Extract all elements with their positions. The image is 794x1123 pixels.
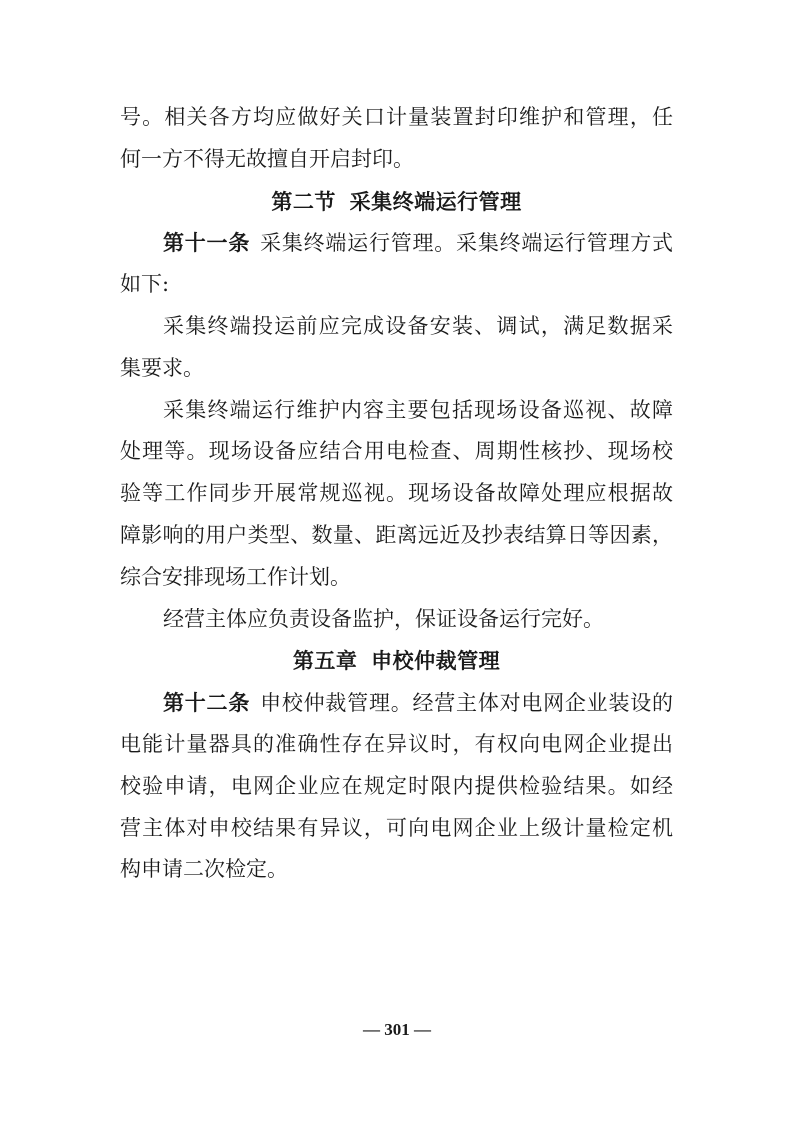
article-11 bbox=[120, 222, 673, 306]
article-label: 第十一条 bbox=[163, 230, 251, 256]
paragraph-line: 校验申请，电网企业应在规定时限内提供检验结果。如经 bbox=[120, 773, 673, 798]
article-12 bbox=[120, 682, 673, 891]
paragraph-line: 经营主体应负责设备监护，保证设备运行完好。 bbox=[163, 606, 604, 631]
paragraph-line: 障影响的用户类型、数量、距离远近及抄表结算日等因素， bbox=[120, 522, 673, 547]
paragraph-line: 综合安排现场工作计划。 bbox=[120, 564, 351, 589]
continuation-paragraph bbox=[120, 97, 673, 181]
page-number: — 301 — bbox=[363, 1020, 431, 1039]
page-body bbox=[120, 97, 673, 891]
paragraph-line: 营主体对申校结果有异议，可向电网企业上级计量检定机 bbox=[120, 815, 673, 840]
chapter-heading: 第五章 申校仲裁管理 bbox=[292, 648, 501, 674]
paragraph-line: 验等工作同步开展常规巡视。现场设备故障处理应根据故 bbox=[120, 481, 673, 506]
paragraph-3 bbox=[120, 599, 673, 641]
paragraph-line: 采集终端投运前应完成设备安装、调试，满足数据采 bbox=[163, 313, 673, 338]
article-first-line bbox=[120, 222, 673, 264]
paragraph-line: 集要求。 bbox=[120, 355, 204, 380]
paragraph-line: 何一方不得无故擅自开启封印。 bbox=[120, 146, 414, 171]
article-first-line bbox=[120, 682, 673, 724]
paragraph-line: 号。相关各方均应做好关口计量装置封印维护和管理，任 bbox=[120, 105, 673, 129]
article-label: 第十二条 bbox=[163, 690, 251, 716]
paragraph-line: 如下: bbox=[120, 272, 170, 297]
paragraph-1 bbox=[120, 306, 673, 390]
article-text: 申校仲裁管理。经营主体对电网企业装设的 bbox=[260, 691, 674, 716]
paragraph-line: 构申请二次检定。 bbox=[120, 857, 288, 882]
paragraph-line: 处理等。现场设备应结合用电检查、周期性核抄、现场校 bbox=[120, 439, 673, 464]
article-text: 采集终端运行管理。采集终端运行管理方式 bbox=[260, 231, 674, 256]
section-heading: 第二节 采集终端运行管理 bbox=[271, 188, 522, 214]
paragraph-line: 采集终端运行维护内容主要包括现场设备巡视、故障 bbox=[163, 397, 673, 422]
paragraph-2 bbox=[120, 390, 673, 599]
paragraph-line: 电能计量器具的准确性存在异议时，有权向电网企业提出 bbox=[120, 731, 673, 756]
